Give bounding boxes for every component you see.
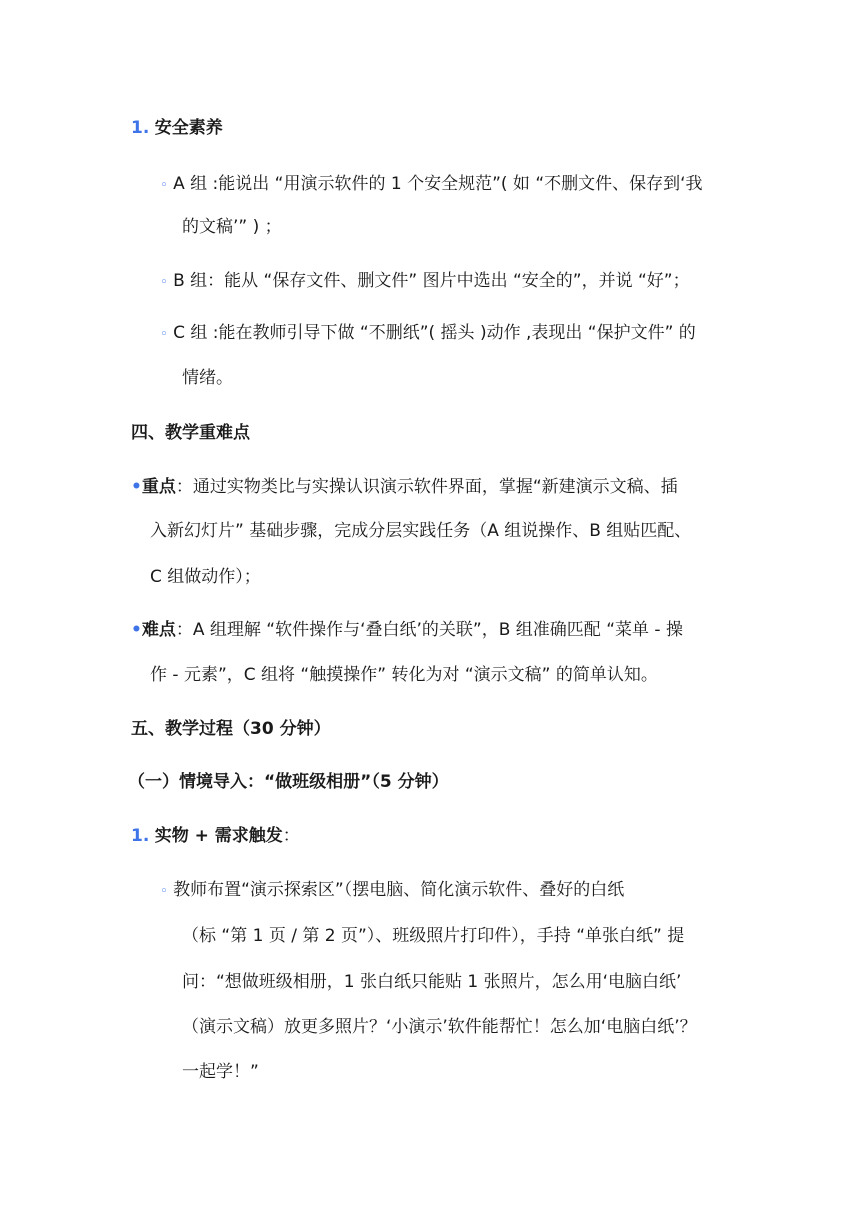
circle-bullet-icon: ◦: [160, 884, 168, 899]
heading-text: 安全素养: [154, 118, 223, 138]
difficulty-line-2: 作 - 元素”，C 组将 “触摸操作” 转化为对 “演示文稿” 的简单认知。: [150, 665, 658, 685]
point-label: 重点: [141, 477, 176, 497]
item-text: A 组 :能说出 “用演示软件的 1 个安全规范”( 如 “不删文件、保存到‘我: [173, 174, 703, 194]
bullet-dot-icon: •: [131, 477, 142, 497]
safety-item-c-line-2: 情绪。: [182, 368, 233, 388]
circle-bullet-icon: ◦: [160, 178, 168, 193]
bullet-dot-icon: •: [131, 620, 142, 640]
section-4-heading: 四、教学重难点: [131, 423, 250, 443]
point-text: ：通过实物类比与实操认识演示软件界面，掌握“新建演示文稿、插: [175, 477, 678, 497]
point-text: ：A 组理解 “软件操作与‘叠白纸’的关联”，B 组准确匹配 “菜单 - 操: [175, 620, 683, 640]
key-point-line-3: C 组做动作）；: [150, 567, 261, 587]
safety-item-c-line-1: [160, 321, 696, 347]
process-sub-line-1: [160, 878, 624, 904]
item-text: 教师布置“演示探索区”（摆电脑、简化演示软件、叠好的白纸: [173, 880, 625, 900]
process-sub-line-3: 问：“想做班级相册，1 张白纸只能贴 1 张照片，怎么用‘电脑白纸’: [182, 972, 682, 992]
list-number: 1.: [131, 118, 150, 138]
heading-text: 实物 + 需求触发: [154, 826, 283, 846]
point-label: 难点: [141, 620, 176, 640]
list-number: 1.: [131, 826, 150, 846]
process-item-1-heading: [131, 824, 300, 848]
safety-item-b-line-1: [160, 269, 690, 295]
subsection-heading: （一）情境导入：“做班级相册”（5 分钟）: [128, 772, 449, 792]
safety-item-a-line-2: 的文稿’” ) ；: [182, 217, 282, 237]
item-text: C 组 :能在教师引导下做 “不删纸”( 摇头 )动作 ,表现出 “保护文件” 的: [173, 323, 696, 343]
section-5-heading: 五、教学过程（30 分钟）: [131, 719, 331, 739]
process-sub-line-2: （标 “第 1 页 / 第 2 页”）、班级照片打印件），手持 “单张白纸” 提: [182, 926, 685, 946]
safety-item-a-line-1: [160, 172, 703, 198]
circle-bullet-icon: ◦: [160, 275, 168, 290]
heading-colon: ：: [282, 826, 300, 846]
safety-heading: [131, 116, 223, 140]
process-sub-line-4: （演示文稿）放更多照片？‘小演示’软件能帮忙！怎么加‘电脑白纸’？: [182, 1017, 697, 1037]
key-point-line-1: [131, 475, 678, 499]
circle-bullet-icon: ◦: [160, 327, 168, 342]
difficulty-line-1: [131, 618, 683, 642]
item-text: B 组：能从 “保存文件、删文件” 图片中选出 “安全的”，并说 “好”；: [173, 271, 690, 291]
key-point-line-2: 入新幻灯片” 基础步骤，完成分层实践任务（A 组说操作、B 组贴匹配、: [150, 521, 692, 541]
process-sub-line-5: 一起学！”: [182, 1062, 259, 1082]
